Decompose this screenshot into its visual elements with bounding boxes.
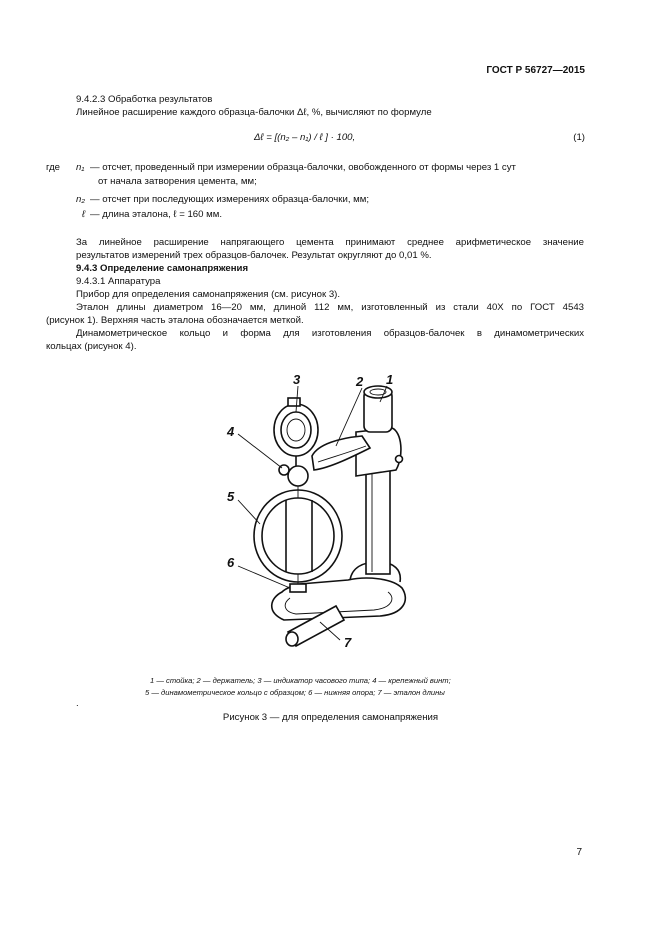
formula-number: (1) [573,132,585,143]
callout-2: 2 [356,374,364,389]
callout-5: 5 [227,489,235,504]
def-symbol: ℓ [82,209,86,220]
paragraph-result-line2: результатов измерений трех образцов-балочек. Результат округляют до 0,01 %. [76,250,432,261]
section-heading-943: 9.4.3 Определение самонапряжения [76,263,249,274]
callout-7: 7 [344,635,352,650]
paragraph-ring-line2: кольцах (рисунок 4). [46,341,137,352]
paragraph-result-line1: За линейное расширение напрягающего цемента принимают среднее арифметическое значение [76,237,584,248]
paragraph-device: Прибор для определения самонапряжения (см. рисунок 3). [76,289,341,300]
def-text: — длина эталона, ℓ = 160 мм. [90,209,222,220]
figure-legend-line1: 1 — стойка; 2 — держатель; 3 — индикатор часового типа; 4 — крепежный винт; [150,676,451,685]
where-label: где [46,162,61,173]
def-symbol: n₂ [76,194,85,205]
formula: Δℓ = [(n₂ – n₁) / ℓ ] · 100, [254,132,356,143]
callout-6: 6 [227,555,235,570]
def-text: — отсчет при последующих измерениях образца-балочки, мм; [90,194,370,205]
page-number: 7 [576,847,582,858]
def-symbol: n₁ [76,162,85,173]
paragraph-intro: Линейное расширение каждого образца-балочки Δℓ, %, вычисляют по формуле [76,107,432,118]
figure-caption: Рисунок 3 — для определения самонапряжения [222,712,439,723]
document-header: ГОСТ Р 56727—2015 [486,65,585,76]
paragraph-standard-line2: (рисунок 1). Верхняя часть эталона обозначается меткой. [46,315,304,326]
section-heading-9423: 9.4.2.3 Обработка результатов [76,94,213,105]
stand-column [356,386,403,574]
callout-1: 1 [386,372,394,387]
subsection-heading-9431: 9.4.3.1 Аппаратура [76,276,161,287]
lower-support [290,584,306,592]
figure-dot: . [76,698,79,709]
figure-legend-line2: 5 — динамометрическое кольцо с образцом; 6 — нижняя опора; 7 — эталон длины [145,688,445,697]
callout-3: 3 [293,372,301,387]
paragraph-ring-line1: Динамометрическое кольцо и форма для изготовления образцов-балочек в динамометрических [76,328,584,339]
def-text-continued: от начала затворения цемента, мм; [98,176,257,187]
def-text: — отсчет, проведенный при измерении образца-балочки, овобожденного от формы через 1 сут [90,162,516,173]
dynamometric-ring [254,486,342,586]
paragraph-standard-line1: Эталон длины диаметром 16—20 мм, длиной 112 мм, изготовленный из стали 40Х по ГОСТ 4543 [76,302,584,313]
callout-4: 4 [227,424,235,439]
clamp-screw [279,465,308,486]
